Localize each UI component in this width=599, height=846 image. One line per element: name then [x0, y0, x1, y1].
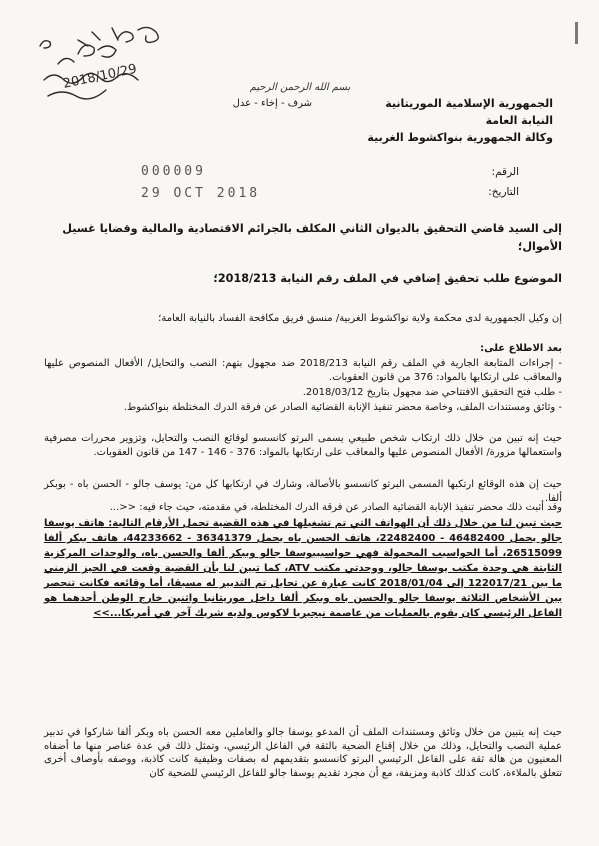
motto: شرف - إخاء - عدل [232, 98, 312, 109]
paragraph-procedures: - إجراءات المتابعة الجارية في الملف رقم النيابة 2018/213 ضد مجهول بتهم: النصب والتحايل/ الأفعال المنصوص عليها والمعاقب على ارتكابها بالمواد: 376 من قانون العقوبات. [44, 358, 562, 383]
reference-number-stamp: 000009 [141, 164, 206, 179]
paragraph-proof: وقد أثبت ذلك محضر تنفيذ الإنابة القضائية الصادر عن فرقة الدرك المختلطة، في مقدمته، حيث جاء فيه: <<... [109, 502, 562, 513]
staple-mark [575, 22, 578, 44]
handwritten-note [18, 10, 178, 120]
letterhead-line-3: وكالة الجمهورية بنواكشوط الغربية [367, 131, 553, 144]
date-label: التاريخ: [488, 186, 519, 198]
paragraph-after-review: بعد الاطلاع على: [480, 343, 562, 354]
letterhead-line-2: النيابة العامة [485, 114, 553, 127]
paragraph-finding-3: حيث إنه يتبين من خلال وثائق ومستندات الملف أن المدعو يوسفا جالو والعاملين معه الحسن باه وبكر ألفا شاركوا في تدبير عملية النصب والتحايل، وذلك من خلال إقناع الضحية بالثقة في الفاعل الرئيسي، وتمثل ذلك في عدة عناصر منها ما أضفاه المعنيون من هالة ثقة على الفاعل الرئيسي البرتو كانسسو بتقديمهم له بصفات وظيفية كانت كاذبة، ووصفه بأوصاف أخرى تتعلق بالملاءة، كانت كذلك كاذبة ومزيفة، مع أن مجرد تقديم يوسفا جالو للفاعل الرئيسي للضحية كان [44, 727, 562, 779]
paragraph-documents: - وثائق ومستندات الملف، وخاصة محضر تنفيذ الإنابة القضائية الصادر عن فرقة الدرك المختلطة بنواكشوط. [123, 402, 562, 413]
subject-line: الموضوع طلب تحقيق إضافي في الملف رقم النيابة 2018/213؛ [213, 272, 562, 285]
letterhead [313, 95, 553, 146]
reference-number-label: الرقم: [491, 166, 519, 178]
bismillah: بسم الله الرحمن الرحيم [249, 82, 351, 93]
addressee: إلى السيد قاضي التحقيق بالديوان الثاني المكلف بالجرائم الاقتصادية والمالية وقضايا غسيل الأموال؛ [62, 222, 562, 253]
paragraph-request: - طلب فتح التحقيق الافتتاحي ضد مجهول بتاريخ 2018/03/12. [302, 387, 562, 398]
paragraph-finding-2: حيث إن هذه الوقائع ارتكبها المسمى البرتو كانسسو بالأصالة، وشارك في ارتكابها كل من: يوسف جالو - الحسن باه - بوبكر ألفا. [44, 479, 562, 504]
paragraph-opening: إن وكيل الجمهورية لدى محكمة ولاية نواكشوط الغربية/ منسق فريق مكافحة الفساد بالنيابة العامة؛ [158, 313, 562, 324]
svg-text:2018/10/29: 2018/10/29 [61, 61, 139, 92]
paragraph-finding-1: حيث إنه تبين من خلال ذلك ارتكاب شخص طبيعي يسمى البرتو كانسسو لوقائع النصب والتحايل، وتزوير محررات مصرفية واستعمالها مزورة/ الأفعال المنصوص عليها والمعاقب على ارتكابها بالمواد: 376 - 146 - 147 من قانون العقوبات. [44, 433, 562, 458]
quoted-report-excerpt: حيث تبين لنا من خلال ذلك أن الهواتف التي تم تشغيلها في هذه القضية تحمل الأرقام التالية: هاتف يوسفا جالو يحمل 46482400 - 22482400، هاتف الحسن باه يحمل 36341379 - 44233662، هاتف ببكر ألفا 26515099، أما الحواسيب المحمولة فهي حواسيبيوسفا جالو وببكر ألفا والحسن باه، والوحدات المركزية الثابتة هي وحدة مكتب يوسفا جالو، ووحدتي مكتب ATV، كما تبين لنا بأن القضية وقعت في الحيز الزمني ما بين 122017/21 إلى 2018/01/04 كانت عبارة عن تحايل تم التدبير له مسبقا، أما وقائعه فكانت تنحصر بين الأشخاص الثلاثة يوسفا جالو والحسن باه وببكر ألفا داخل موريتانيا واثنين خارج الوطن أحدهما هو الفاعل الرئيسي كان يقوم بالعمليات من عاصمة نيجيريا لاكوس ولديه شريك آخر في أمريكا...>> [44, 518, 562, 619]
letterhead-line-1: الجمهورية الإسلامية الموريتانية [385, 97, 553, 110]
date-stamp: 29 OCT 2018 [141, 186, 261, 201]
